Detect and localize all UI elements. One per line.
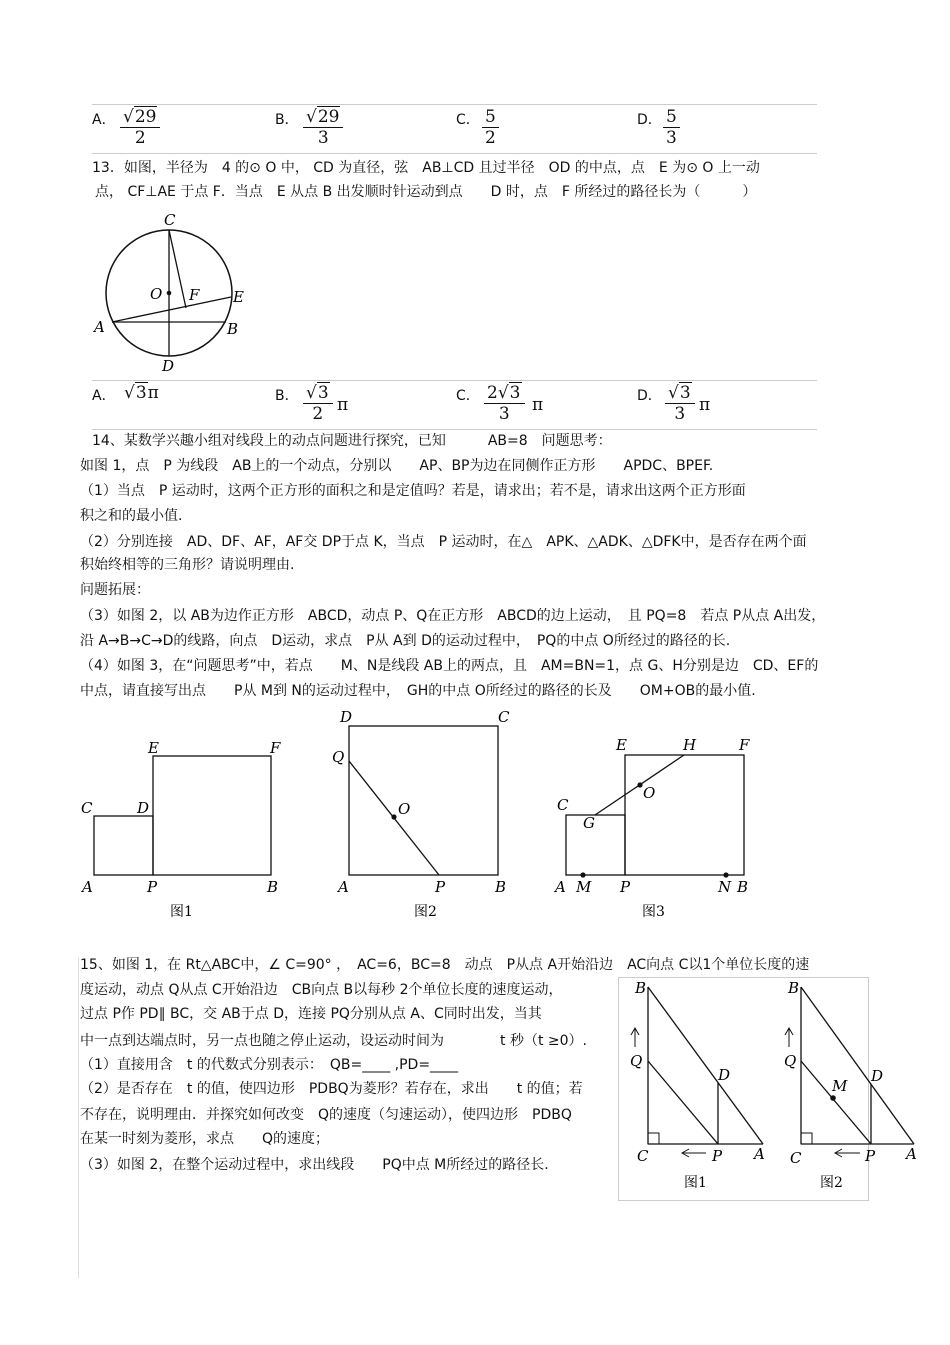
center-point [167,291,172,296]
label-a: A [906,1145,917,1163]
segment-ae [112,297,231,322]
fraction: $\frac{√29}{3}$ [303,107,343,148]
hypotenuse-ab [648,987,763,1144]
q14-part4-b: 中点，请直接写出点 P从 M到 N的运动过程中， GH的中点 O所经过的路径的长及 OM+OB的最小值. [80,683,756,699]
denominator: 2 [312,404,324,424]
point-n [723,872,728,877]
label-m: M [832,1077,848,1095]
denominator: 3 [317,128,329,148]
figure-caption: 图2 [414,904,437,920]
option-label: C． [456,388,480,404]
right-angle-mark [648,1133,659,1144]
option-label: A． [92,112,116,128]
square-apdc [566,815,625,875]
q15-part1: （1）直接用含 t 的代数式分别表示： QB=____ ,PD=____ [80,1057,459,1073]
pi-symbol: π [699,395,711,415]
denominator: 3 [666,128,677,148]
option-label: D． [637,112,662,128]
square-bpef [153,756,271,875]
square-apdc [94,816,153,875]
segment-pq [648,1061,718,1144]
right-angle-mark [801,1133,812,1144]
label-c: C [498,708,510,726]
q14-part2-a: （2）分别连接 AD、DF、AF，AF交 DP于点 K，当点 P 运动时，在△ APK、△ADK、△DFK中，是否存在两个面 [80,534,807,550]
q15-figure-2 [784,979,917,1191]
label-e: E [233,288,244,306]
radicand: 3 [679,383,691,403]
q15-line1: 15、如图 1，在 Rt△ABC中，∠ C=90° ， AC=6，BC=8 动点 P从点 A开始沿边 AC向点 C以1个单位长度的速 [80,957,810,973]
q14-part1-a: （1）当点 P 运动时，这两个正方形的面积之和是定值吗？若是，请求出；若不是，请求出这两个正方形面 [80,483,746,499]
label-f: F [270,739,281,757]
numerator: 5 [663,107,680,128]
margin-rule [78,958,79,1278]
label-b: B [227,320,239,338]
figure-caption: 图3 [642,904,665,920]
q15-part2-b: 不存在，说明理由．并探究如何改变 Q的速度（匀速运动），使四边形 PDBQ [80,1107,572,1123]
option-label: A． [92,388,116,404]
q15-part3: （3）如图 2，在整个运动过程中，求出线段 PQ中点 M所经过的路径长. [80,1157,549,1173]
q15-line2: 度运动，动点 Q从点 C开始沿边 CB向点 B以每秒 2个单位长度的速度运动， [80,982,563,998]
label-p: P [712,1147,723,1165]
coefficient: 2 [487,383,498,403]
label-d: D [718,1066,731,1084]
label-c: C [637,1147,649,1165]
q14-figure-3 [550,736,775,926]
pi-symbol: π [532,395,544,415]
label-b: B [635,979,647,997]
pi-symbol: π [337,395,349,415]
q13-circle-figure [90,208,260,376]
radicand: 3 [509,383,521,403]
figure-caption: 图1 [684,1175,707,1191]
radicand: 3 [317,383,329,403]
label-p: P [435,878,446,896]
q15-part2-c: 在某一时刻为菱形，求点 Q的速度； [80,1131,330,1147]
label-o: O [150,285,163,303]
square-abcd [349,726,498,875]
label-a: A [94,318,105,336]
option-label: B． [275,388,299,404]
label-b: B [267,878,279,896]
numerator: 5 [482,107,499,128]
q14-part3-b: 沿 A→B→C→D的线路，向点 D运动，求点 P从 A到 D的运动过程中， PQ的中点 O所经过的路径的长. [80,633,731,649]
q14-part2-b: 积始终相等的三角形？请说明理由. [80,557,295,573]
q15-part2-a: （2）是否存在 t 的值，使四边形 PDBQ为菱形？若存在，求出 t 的值；若 [80,1081,583,1097]
label-a: A [82,878,93,896]
label-n: N [718,878,732,896]
segment-pq [801,1061,871,1144]
q14-extension-heading: 问题拓展： [80,582,150,598]
denominator: 2 [485,128,496,148]
label-c: C [81,799,93,817]
label-d: D [137,799,150,817]
label-e: E [148,739,159,757]
q14-part3-a: （3）如图 2，以 AB为边作正方形 ABCD，动点 P、Q在正方形 ABCD的边上运动， 且 PQ=8 若点 P从点 A出发， [80,608,826,624]
label-d: D [340,708,353,726]
q14-line1: 如图 1，点 P 为线段 AB上的一个动点，分别以 AP、BP为边在同侧作正方形 APDC、BPEF. [80,458,714,474]
hypotenuse-ab [801,987,914,1144]
figure-frame [619,978,869,1201]
label-a: A [338,878,349,896]
label-a: A [555,878,566,896]
denominator: 3 [498,404,510,424]
option-label: C． [456,112,480,128]
q13-text-line2: 点， CF⊥AE 于点 F．当点 E 从点 B 出发顺时针运动到点 D 时，点 F 所经过的路径长为（ ） [95,184,757,200]
label-m: M [576,878,592,896]
label-d: D [162,357,175,375]
square-bpef [625,755,744,875]
label-b: B [788,979,800,997]
label-p: P [865,1147,876,1165]
radicand: 3 [135,383,147,403]
label-q: Q [332,748,345,766]
fraction [663,107,680,148]
q14-part4-a: （4）如图 3，在“问题思考”中，若点 M、N是线段 AB上的两点，且 AM=BN=1，点 G、H分别是边 CD、EF的 [80,658,819,674]
label-f: F [739,736,750,754]
figure-caption: 图1 [170,904,193,920]
label-d: D [871,1067,884,1085]
label-o: O [398,800,411,818]
label-e: E [616,736,627,754]
midpoint-o [391,814,396,819]
q14-intro: 14、某数学兴趣小组对线段上的动点问题进行探究，已知 AB=8 问题思考： [92,433,612,449]
label-g: G [583,814,595,832]
label-q: Q [784,1052,797,1070]
q14-figure-2 [328,706,518,926]
fraction: $\frac{√3}{2}$ [303,383,333,424]
q12-options-row [92,104,817,154]
segment-cf [169,230,186,308]
radicand: 29 [317,107,340,127]
figure-caption: 图2 [820,1175,843,1191]
q14-figure-1 [78,736,288,926]
pi-symbol: π [147,383,159,403]
label-q: Q [630,1052,643,1070]
q15-figures [618,977,917,1202]
q14-part1-b: 积之和的最小值. [80,508,183,524]
q15-line4: 中一点到达端点时，另一点也随之停止运动，设运动时间为 t 秒（t ≥0）. [80,1033,587,1049]
option-label: B． [275,112,299,128]
option-label: D． [637,388,662,404]
midpoint-o [637,782,642,787]
label-c: C [790,1149,802,1167]
q13-options-row: A． √3π B． $\frac{√3}{2}$ π C． $\frac{2√3}{3}$ π D． $\frac{√3}{3}$ π [92,380,817,430]
label-p: P [147,878,158,896]
q13-text-line1: 13．如图，半径为 4 的⊙ O 中， CD 为直径，弦 AB⊥CD 且过半径 OD 的中点，点 E 为⊙ O 上一动 [92,160,760,176]
denominator: 2 [134,128,146,148]
label-p: P [620,878,631,896]
label-c: C [557,796,569,814]
label-a: A [754,1145,765,1163]
q15-figure-1 [630,979,765,1191]
fraction [482,107,499,148]
midpoint-m [830,1095,836,1101]
label-o: O [643,784,656,802]
radicand: 29 [134,107,157,127]
label-b: B [495,878,507,896]
denominator: 3 [674,404,686,424]
q15-line3: 过点 P作 PD∥ BC，交 AB于点 D，连接 PQ分别从点 A、C同时出发，当其 [80,1006,542,1022]
point-m [580,872,585,877]
fraction: $\frac{√3}{3}$ [665,383,695,424]
label-f: F [189,286,200,304]
fraction: $\frac{2√3}{3}$ [484,383,525,424]
label-c: C [164,211,176,229]
label-b: B [737,878,749,896]
fraction: $\frac{√29}{2}$ [120,107,160,148]
label-h: H [683,736,697,754]
